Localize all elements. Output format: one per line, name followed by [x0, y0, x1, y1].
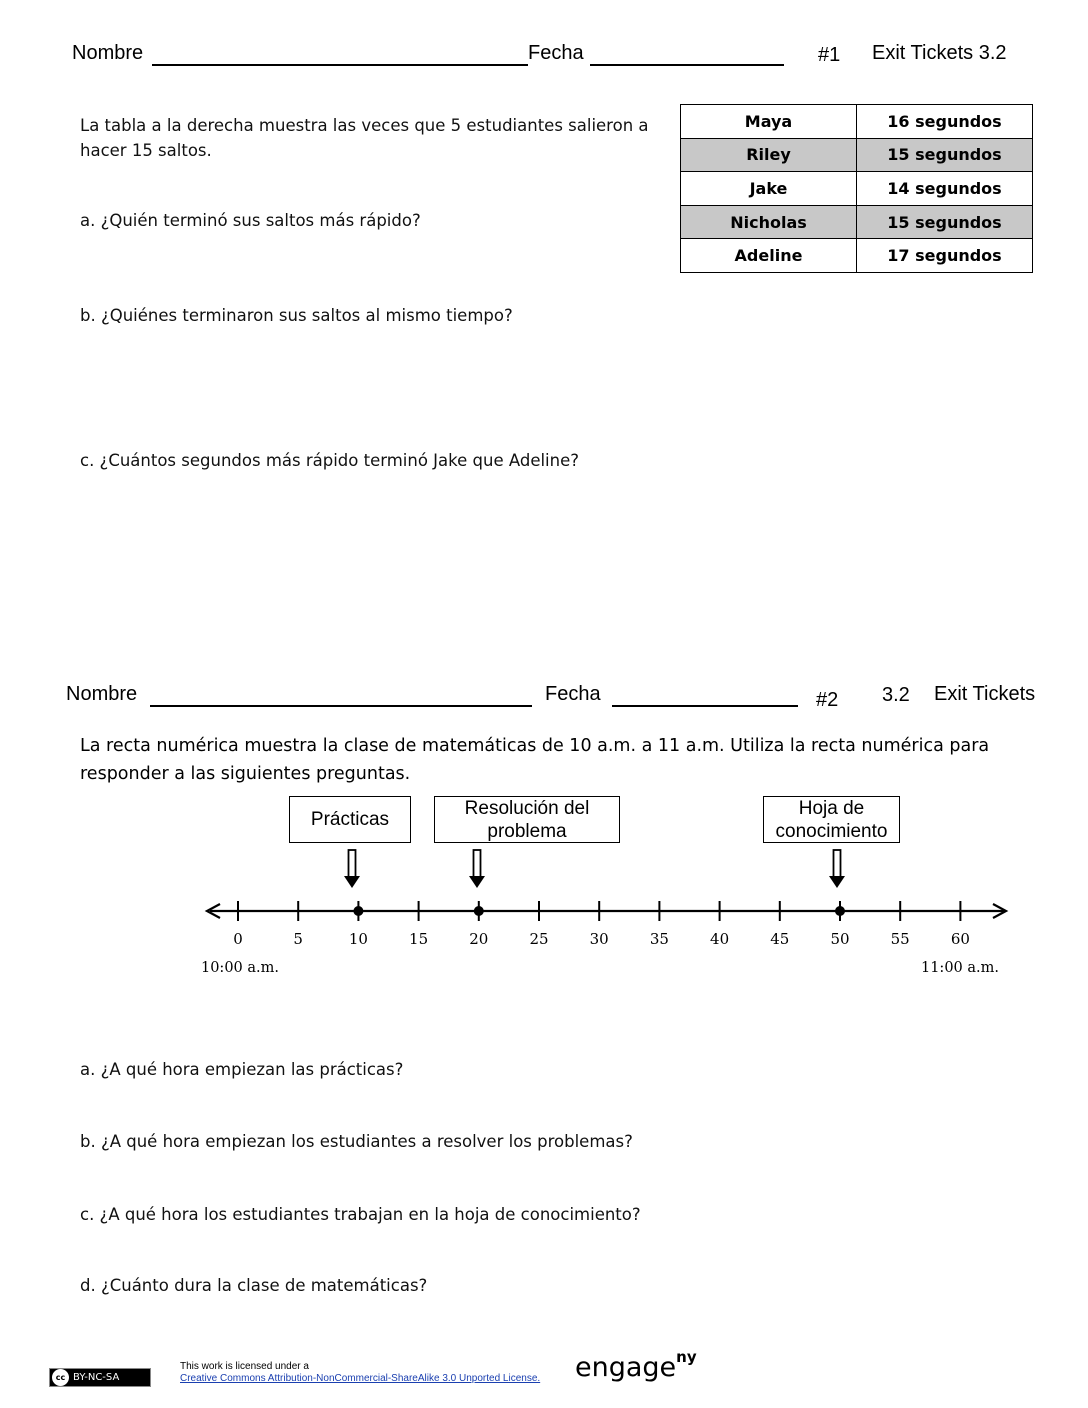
student-time: 14 segundos — [857, 172, 1033, 206]
student-time: 15 segundos — [857, 205, 1033, 239]
tick-label: 20 — [469, 930, 489, 948]
tick-label: 5 — [293, 930, 303, 948]
student-name: Maya — [681, 105, 857, 139]
question-2c: c. ¿A qué hora los estudiantes trabajan en la hoja de conocimiento? — [80, 1205, 641, 1224]
engageny-logo — [575, 1348, 697, 1383]
box-practicas — [289, 796, 411, 843]
student-name: Jake — [681, 172, 857, 206]
ticket-version-2: 3.2 — [882, 684, 910, 706]
student-name: Riley — [681, 138, 857, 172]
start-time-label: 10:00 a.m. — [200, 960, 280, 976]
student-time: 17 segundos — [857, 239, 1033, 273]
tick-label: 15 — [409, 930, 429, 948]
name-label-2: Nombre — [66, 683, 138, 705]
date-label-2: Fecha — [545, 683, 601, 705]
tick-label: 50 — [830, 930, 850, 948]
table-row — [681, 105, 1033, 139]
question-2d: d. ¿Cuánto dura la clase de matemáticas? — [80, 1276, 428, 1295]
left-arrow-head — [207, 904, 220, 918]
table-row — [681, 172, 1033, 206]
license-link[interactable]: Creative Commons Attribution-NonCommercial-ShareAlike 3.0 Unported License. — [180, 1373, 541, 1384]
tick-label: 35 — [649, 930, 669, 948]
number-line-point — [353, 906, 363, 916]
number-line-point — [835, 906, 845, 916]
jump-times-table — [680, 104, 1033, 273]
tick-label: 30 — [589, 930, 609, 948]
tick-label: 10 — [348, 930, 368, 948]
ticket-number-1: #1 — [818, 44, 841, 66]
date-field-2[interactable] — [612, 705, 798, 707]
question-1a: a. ¿Quién terminó sus saltos más rápido? — [80, 211, 421, 230]
tick-label: 55 — [890, 930, 910, 948]
down-arrow — [829, 850, 845, 888]
cc-license-badge — [49, 1368, 151, 1387]
number-line-point — [474, 906, 484, 916]
down-arrow — [344, 850, 360, 888]
box-hoja-label: Hoja de conocimiento — [775, 797, 888, 842]
cc-icon: cc — [52, 1369, 69, 1386]
brand-sup: ny — [676, 1348, 697, 1366]
student-name: Nicholas — [681, 205, 857, 239]
question-1c: c. ¿Cuántos segundos más rápido terminó Jake que Adeline? — [80, 451, 580, 470]
table-row — [681, 239, 1033, 273]
question-2b: b. ¿A qué hora empiezan los estudiantes a resolver los problemas? — [80, 1132, 633, 1151]
number-line-intro: La recta numérica muestra la clase de matemáticas de 10 a.m. a 11 a.m. Utiliza la recta numérica para responder a las siguientes preguntas. — [80, 736, 990, 784]
question-1b: b. ¿Quiénes terminaron sus saltos al mismo tiempo? — [80, 306, 513, 325]
name-label-1: Nombre — [72, 42, 144, 64]
name-field-2[interactable] — [150, 705, 532, 707]
end-time-label: 11:00 a.m. — [920, 960, 1000, 976]
box-hoja — [763, 796, 900, 843]
license-text: This work is licensed under a — [180, 1361, 309, 1372]
tick-label: 60 — [950, 930, 970, 948]
student-time: 16 segundos — [857, 105, 1033, 139]
name-field-1[interactable] — [152, 64, 528, 66]
question-2a: a. ¿A qué hora empiezan las prácticas? — [80, 1060, 404, 1079]
tick-label: 45 — [770, 930, 790, 948]
table-row — [681, 205, 1033, 239]
box-practicas-label: Prácticas — [310, 809, 390, 830]
ticket-number-2: #2 — [816, 689, 839, 711]
intro-line-2: hacer 15 saltos. — [80, 141, 212, 160]
tick-label: 40 — [710, 930, 730, 948]
ticket-title-1: Exit Tickets 3.2 — [872, 42, 1007, 64]
down-arrow — [469, 850, 485, 888]
brand-text: engage — [575, 1352, 677, 1383]
intro-line-1: La tabla a la derecha muestra las veces que 5 estudiantes salieron a — [80, 116, 649, 135]
date-label-1: Fecha — [528, 42, 584, 64]
ticket-title-2: Exit Tickets — [934, 683, 1036, 705]
student-name: Adeline — [681, 239, 857, 273]
right-arrow-head — [993, 904, 1006, 918]
box-resolucion — [434, 796, 620, 843]
student-time: 15 segundos — [857, 138, 1033, 172]
tick-label: 25 — [529, 930, 549, 948]
tick-label: 0 — [233, 930, 243, 948]
table-row — [681, 138, 1033, 172]
box-resolucion-label: Resolución del problema — [464, 797, 590, 842]
cc-badge-text: BY-NC-SA — [73, 1372, 120, 1383]
date-field-1[interactable] — [590, 64, 784, 66]
